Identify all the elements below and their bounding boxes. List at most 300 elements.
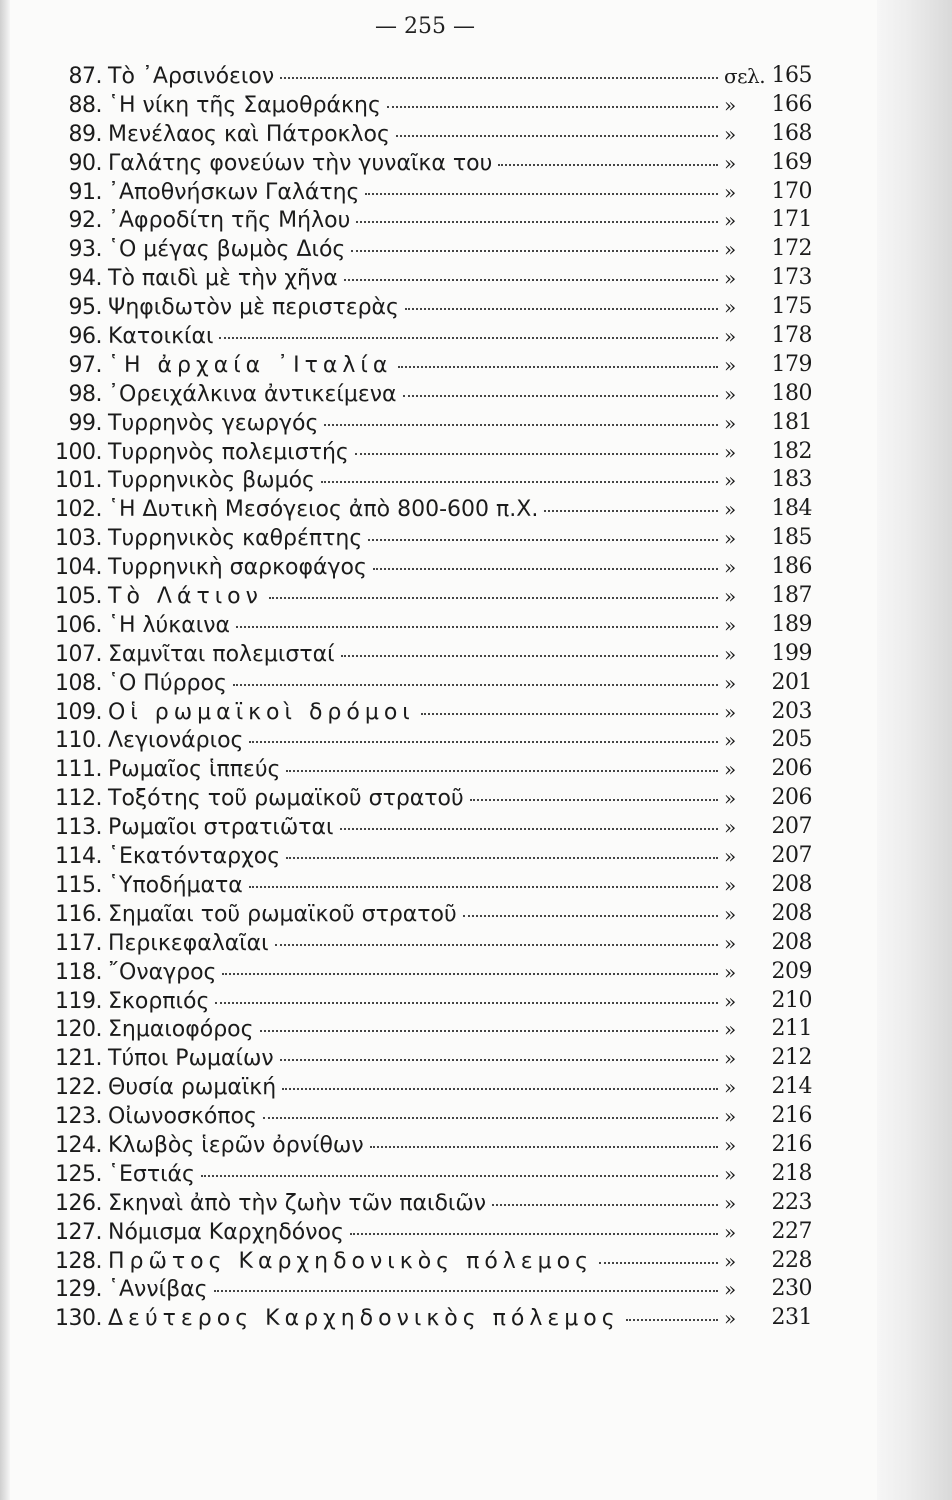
entry-title: ῾Εκατόνταρχος: [108, 844, 281, 870]
entry-title: Τυρρηνικὸς καθρέπτης: [108, 526, 363, 552]
dot-leader: [275, 944, 718, 946]
entry-page-ref: [724, 1218, 812, 1247]
entry-page-ref: [724, 726, 812, 755]
toc-entry: [52, 409, 812, 438]
entry-number: 130.: [55, 1306, 102, 1332]
entry-page-ref: [724, 900, 812, 929]
entry-page-number: 207: [771, 843, 812, 869]
entry-page-number: 216: [771, 1103, 812, 1129]
dot-leader: [355, 453, 718, 455]
page-ditto-mark: »: [724, 612, 736, 637]
dot-leader: [280, 77, 718, 79]
entry-title: ᾿Αφροδίτη τῆς Μήλου: [108, 208, 351, 234]
entry-title: Τοξότης τοῦ ρωμαϊκοῦ στρατοῦ: [108, 786, 464, 812]
page-ditto-mark: »: [724, 92, 736, 117]
entry-page-number: 208: [771, 900, 812, 926]
entry-page-number: 207: [771, 814, 812, 840]
entry-number: 116.: [55, 901, 102, 927]
entry-page-ref: [724, 351, 812, 380]
toc-entry: [52, 669, 812, 698]
entry-title: Θυσία ρωμαϊκή: [108, 1075, 277, 1101]
entry-page-ref: [724, 1102, 812, 1131]
entry-page-number: 211: [771, 1016, 812, 1042]
entry-title: Περικεφαλαῖαι: [108, 930, 269, 956]
toc-entry: [52, 91, 812, 120]
entry-number: 91.: [68, 179, 102, 205]
entry-page-ref: [724, 62, 812, 91]
entry-title: Κατοικίαι: [108, 324, 214, 350]
entry-page-number: 172: [771, 236, 812, 262]
dot-leader: [356, 221, 718, 223]
entry-title: Σημαιοφόρος: [108, 1017, 254, 1043]
entry-page-ref: [724, 1015, 812, 1044]
entry-number: 101.: [55, 468, 102, 494]
entry-number: 117.: [55, 930, 102, 956]
dot-leader: [214, 1290, 718, 1292]
toc-entry: [52, 149, 812, 178]
toc-entry: [52, 1247, 812, 1276]
toc-entry: [52, 698, 812, 727]
dot-leader: [350, 1233, 718, 1235]
entry-title: Τυρρηνὸς πολεμιστής: [108, 439, 349, 465]
entry-number: 103.: [55, 526, 102, 552]
entry-title: Σκορπιός: [108, 988, 210, 1014]
entry-title: Γαλάτης φονεύων τὴν γυναῖκα του: [108, 150, 493, 176]
toc-entry: [52, 726, 812, 755]
dot-leader: [249, 741, 718, 743]
page-ditto-mark: »: [724, 584, 736, 609]
entry-title: Πρῶτος Καρχηδονικὸς πόλεμος: [108, 1248, 594, 1274]
entry-page-ref: [724, 120, 812, 149]
entry-page-number: 183: [771, 467, 812, 493]
entry-title: ῾Αννίβας: [108, 1277, 208, 1303]
entry-page-number: 171: [771, 207, 812, 233]
toc-entry: [52, 553, 812, 582]
dot-leader: [236, 626, 718, 628]
entry-page-number: 179: [771, 351, 812, 377]
entry-number: 120.: [55, 1017, 102, 1043]
entry-page-number: 201: [771, 669, 812, 695]
entry-page-ref: [724, 1131, 812, 1160]
page-left-shadow: [0, 0, 10, 1500]
dot-leader: [344, 279, 718, 281]
dot-leader: [222, 973, 718, 975]
toc-entry: [52, 380, 812, 409]
toc-entry: [52, 1102, 812, 1131]
entry-page-ref: [724, 1160, 812, 1189]
entry-page-ref: [724, 293, 812, 322]
dot-leader: [269, 597, 718, 599]
page-ditto-mark: »: [724, 901, 736, 926]
dot-leader: [201, 1175, 718, 1177]
entry-title: ῾Η νίκη τῆς Σαμοθράκης: [108, 92, 381, 118]
entry-page-ref: [724, 438, 812, 467]
toc-entry: [52, 640, 812, 669]
page-ditto-mark: σελ.: [724, 64, 766, 88]
entry-number: 127.: [55, 1219, 102, 1245]
page-ditto-mark: »: [724, 699, 736, 724]
entry-title: Ψηφιδωτὸν μὲ περιστερὰς: [108, 295, 399, 321]
entry-title: ᾿Αποθνήσκων Γαλάτης: [108, 179, 360, 205]
toc-entry: [52, 1073, 812, 1102]
page-ditto-mark: »: [724, 1161, 736, 1186]
entry-page-number: 203: [771, 698, 812, 724]
entry-page-ref: [724, 813, 812, 842]
entry-page-ref: [724, 1304, 812, 1333]
entry-page-ref: [724, 987, 812, 1016]
entry-page-ref: [724, 206, 812, 235]
page-ditto-mark: »: [724, 150, 736, 175]
dot-leader: [286, 857, 718, 859]
entry-page-ref: [724, 784, 812, 813]
page-ditto-mark: »: [724, 1132, 736, 1157]
page-ditto-mark: »: [724, 786, 736, 811]
entry-title: Τυρρηνικὸς βωμός: [108, 468, 315, 494]
entry-number: 104.: [55, 555, 102, 581]
entry-page-number: 223: [771, 1189, 812, 1215]
entry-title: ῾Ο Πύρρος: [108, 670, 227, 696]
dot-leader: [626, 1319, 718, 1321]
entry-page-ref: [724, 1247, 812, 1276]
dot-leader: [324, 424, 718, 426]
entry-page-number: 206: [771, 756, 812, 782]
dot-leader: [492, 1204, 718, 1206]
dot-leader: [398, 366, 718, 368]
entry-title: Τὸ Λάτιον: [108, 584, 263, 610]
page-ditto-mark: »: [724, 728, 736, 753]
entry-page-number: 189: [771, 611, 812, 637]
dot-leader: [387, 106, 718, 108]
entry-page-number: 168: [771, 120, 812, 146]
entry-title: Τὸ ᾿Αρσινόειον: [108, 64, 275, 89]
dot-leader: [286, 770, 718, 772]
entry-title: ῾Η Δυτικὴ Μεσόγειος ἀπὸ 800-600 π.Χ.: [108, 497, 539, 523]
entry-page-ref: [724, 1044, 812, 1073]
entry-page-ref: [724, 1275, 812, 1304]
entry-number: 96.: [68, 324, 102, 350]
toc-entry: [52, 784, 812, 813]
entry-page-ref: [724, 380, 812, 409]
toc-entry: [52, 958, 812, 987]
dot-leader: [321, 481, 718, 483]
page-ditto-mark: »: [724, 439, 736, 464]
entry-title: ῾Υποδήματα: [108, 872, 243, 898]
toc-entry: [52, 813, 812, 842]
page-ditto-mark: »: [724, 237, 736, 262]
entry-page-number: 175: [771, 294, 812, 320]
entry-page-ref: [724, 669, 812, 698]
toc-entry: [52, 1160, 812, 1189]
page-ditto-mark: »: [724, 641, 736, 666]
entry-page-ref: [724, 91, 812, 120]
entry-number: 109.: [55, 699, 102, 725]
entry-number: 99.: [68, 410, 102, 436]
page-ditto-mark: »: [724, 324, 736, 349]
entry-title: ῾Εστιάς: [108, 1161, 195, 1187]
entry-number: 102.: [55, 497, 102, 523]
entry-page-number: 208: [771, 871, 812, 897]
entry-number: 95.: [68, 295, 102, 321]
entry-page-ref: [724, 640, 812, 669]
dot-leader: [470, 799, 718, 801]
entry-title: Σημαῖαι τοῦ ρωμαϊκοῦ στρατοῦ: [108, 901, 457, 927]
entry-title: ᾿Ορειχάλκινα ἀντικείμενα: [108, 381, 397, 407]
entry-title: Τὸ παιδὶ μὲ τὴν χῆνα: [108, 266, 338, 292]
toc-entry: [52, 264, 812, 293]
page-ditto-mark: »: [724, 959, 736, 984]
page-right-edge: [877, 0, 952, 1500]
entry-page-number: 206: [771, 785, 812, 811]
entry-number: 111.: [55, 757, 102, 783]
entry-number: 90.: [68, 150, 102, 176]
entry-number: 125.: [55, 1161, 102, 1187]
entry-page-number: 170: [771, 178, 812, 204]
entry-title: Τυρρηνικὴ σαρκοφάγος: [108, 555, 367, 581]
entry-number: 114.: [55, 844, 102, 870]
entry-number: 118.: [55, 959, 102, 985]
page-ditto-mark: »: [724, 295, 736, 320]
entry-title: Τυρρηνὸς γεωργός: [108, 410, 319, 436]
dot-leader: [219, 337, 718, 339]
entry-number: 108.: [55, 670, 102, 696]
toc-entry: [52, 929, 812, 958]
page-ditto-mark: »: [724, 526, 736, 551]
toc-entry: [52, 582, 812, 611]
toc-entry: [52, 900, 812, 929]
toc-entry: [52, 1131, 812, 1160]
entry-page-number: 208: [771, 929, 812, 955]
entry-number: 98.: [68, 381, 102, 407]
entry-number: 92.: [68, 208, 102, 234]
dot-leader: [403, 395, 718, 397]
entry-title: ῾Η ἀρχαία ᾿Ιταλία: [108, 352, 393, 378]
entry-page-number: 178: [771, 323, 812, 349]
dot-leader: [280, 1059, 718, 1061]
dot-leader: [599, 1262, 718, 1264]
entry-page-number: 212: [771, 1045, 812, 1071]
entry-page-ref: [724, 582, 812, 611]
entry-page-ref: [724, 409, 812, 438]
dot-leader: [365, 193, 718, 195]
entry-page-number: 210: [771, 987, 812, 1013]
dot-leader: [544, 510, 718, 512]
entry-number: 126.: [55, 1190, 102, 1216]
entry-page-number: 184: [771, 496, 812, 522]
entry-title: Σαμνῖται πολεμισταί: [108, 641, 335, 667]
entry-page-number: 165: [771, 63, 812, 88]
table-of-contents: [52, 62, 812, 1333]
toc-entry: [52, 235, 812, 264]
entry-number: 113.: [55, 815, 102, 841]
page-ditto-mark: »: [724, 872, 736, 897]
toc-entry: [52, 322, 812, 351]
page-ditto-mark: »: [724, 1017, 736, 1042]
page-ditto-mark: »: [724, 121, 736, 146]
page-ditto-mark: »: [724, 179, 736, 204]
entry-page-ref: [724, 929, 812, 958]
entry-page-ref: [724, 264, 812, 293]
dot-leader: [368, 539, 718, 541]
entry-page-number: 209: [771, 958, 812, 984]
page-ditto-mark: »: [724, 670, 736, 695]
entry-page-ref: [724, 466, 812, 495]
toc-entry: [52, 755, 812, 784]
dot-leader: [396, 135, 718, 137]
page-ditto-mark: »: [724, 555, 736, 580]
entry-title: Ρωμαῖοι στρατιῶται: [108, 815, 334, 841]
page-ditto-mark: »: [724, 1306, 736, 1331]
entry-page-ref: [724, 235, 812, 264]
entry-page-number: 186: [771, 554, 812, 580]
entry-page-ref: [724, 149, 812, 178]
entry-page-ref: [724, 842, 812, 871]
entry-number: 122.: [55, 1075, 102, 1101]
entry-number: 121.: [55, 1046, 102, 1072]
page-ditto-mark: »: [724, 1277, 736, 1302]
dot-leader: [463, 915, 718, 917]
entry-title: Νόμισμα Καρχηδόνος: [108, 1219, 344, 1245]
entry-page-ref: [724, 524, 812, 553]
toc-entry: [52, 495, 812, 524]
dot-leader: [263, 1117, 718, 1119]
entry-page-number: 166: [771, 91, 812, 117]
toc-entry: [52, 293, 812, 322]
entry-page-number: 230: [771, 1276, 812, 1302]
entry-number: 115.: [55, 872, 102, 898]
entry-page-number: 231: [771, 1305, 812, 1331]
entry-page-number: 187: [771, 583, 812, 609]
page-ditto-mark: »: [724, 988, 736, 1013]
entry-title: ῾Η λύκαινα: [108, 612, 230, 638]
entry-page-ref: [724, 871, 812, 900]
entry-page-number: 181: [771, 409, 812, 435]
dot-leader: [351, 250, 718, 252]
entry-number: 124.: [55, 1132, 102, 1158]
entry-number: 97.: [68, 352, 102, 378]
page-ditto-mark: »: [724, 266, 736, 291]
entry-title: ῎Οναγρος: [108, 959, 217, 985]
toc-entry: [52, 1189, 812, 1218]
entry-page-ref: [724, 755, 812, 784]
toc-entry: [52, 438, 812, 467]
entry-page-number: 180: [771, 380, 812, 406]
entry-page-ref: [724, 178, 812, 207]
toc-entry: [52, 351, 812, 380]
entry-page-number: 199: [771, 640, 812, 666]
page-ditto-mark: »: [724, 1046, 736, 1071]
page-ditto-mark: »: [724, 844, 736, 869]
entry-title: Ρωμαῖος ἱππεύς: [108, 757, 281, 783]
page-ditto-mark: »: [724, 1190, 736, 1215]
entry-page-number: 214: [771, 1074, 812, 1100]
page-ditto-mark: »: [724, 381, 736, 406]
page-number: — 255 —: [375, 14, 475, 39]
entry-number: 87.: [68, 64, 102, 89]
page-ditto-mark: »: [724, 208, 736, 233]
page-ditto-mark: »: [724, 352, 736, 377]
page-ditto-mark: »: [724, 468, 736, 493]
entry-page-ref: [724, 322, 812, 351]
entry-title: Οἱ ρωμαϊκοὶ δρόμοι: [108, 699, 415, 725]
toc-entry: [52, 1015, 812, 1044]
entry-title: Δεύτερος Καρχηδονικὸς πόλεμος: [108, 1306, 620, 1332]
toc-entry: [52, 120, 812, 149]
entry-number: 94.: [68, 266, 102, 292]
entry-number: 129.: [55, 1277, 102, 1303]
entry-title: Οἰωνοσκόπος: [108, 1104, 257, 1130]
page-ditto-mark: »: [724, 1219, 736, 1244]
entry-title: ῾Ο μέγας βωμὸς Διός: [108, 237, 346, 263]
entry-page-number: 169: [771, 149, 812, 175]
page-ditto-mark: »: [724, 1075, 736, 1100]
entry-page-ref: [724, 611, 812, 640]
entry-page-ref: [724, 1073, 812, 1102]
entry-number: 93.: [68, 237, 102, 263]
toc-entry: [52, 1304, 812, 1333]
toc-entry: [52, 1218, 812, 1247]
entry-number: 119.: [55, 988, 102, 1014]
entry-number: 128.: [55, 1248, 102, 1274]
dot-leader: [233, 684, 718, 686]
entry-page-number: 216: [771, 1131, 812, 1157]
entry-title: Μενέλαος καὶ Πάτροκλος: [108, 121, 390, 147]
toc-entry: [52, 611, 812, 640]
entry-page-number: 228: [771, 1247, 812, 1273]
entry-number: 123.: [55, 1104, 102, 1130]
toc-entry: [52, 1044, 812, 1073]
entry-title: Σκηναὶ ἀπὸ τὴν ζωὴν τῶν παιδιῶν: [108, 1190, 487, 1216]
dot-leader: [421, 713, 718, 715]
entry-page-ref: [724, 958, 812, 987]
entry-number: 106.: [55, 612, 102, 638]
entry-page-ref: [724, 553, 812, 582]
dot-leader: [260, 1030, 718, 1032]
dot-leader: [370, 1146, 718, 1148]
entry-number: 107.: [55, 641, 102, 667]
dot-leader: [215, 1002, 718, 1004]
entry-number: 89.: [68, 121, 102, 147]
dot-leader: [498, 164, 718, 166]
page-ditto-mark: »: [724, 930, 736, 955]
entry-page-ref: [724, 495, 812, 524]
page-ditto-mark: »: [724, 410, 736, 435]
page-ditto-mark: »: [724, 757, 736, 782]
entry-number: 88.: [68, 92, 102, 118]
entry-number: 105.: [55, 584, 102, 610]
dot-leader: [373, 568, 718, 570]
entry-title: Κλωβὸς ἱερῶν ὀρνίθων: [108, 1132, 364, 1158]
toc-entry: [52, 206, 812, 235]
entry-title: Λεγιονάριος: [108, 728, 244, 754]
entry-page-number: 205: [771, 727, 812, 753]
entry-number: 100.: [55, 439, 102, 465]
dot-leader: [340, 828, 719, 830]
entry-page-number: 227: [771, 1218, 812, 1244]
toc-entry: [52, 62, 812, 91]
entry-page-ref: [724, 698, 812, 727]
entry-page-ref: [724, 1189, 812, 1218]
page-ditto-mark: »: [724, 497, 736, 522]
dot-leader: [282, 1088, 718, 1090]
toc-entry: [52, 178, 812, 207]
dot-leader: [405, 308, 718, 310]
entry-number: 110.: [55, 728, 102, 754]
dot-leader: [341, 655, 718, 657]
entry-page-number: 182: [771, 438, 812, 464]
entry-number: 112.: [55, 786, 102, 812]
entry-title: Τύποι Ρωμαίων: [108, 1046, 274, 1072]
entry-page-number: 218: [771, 1160, 812, 1186]
